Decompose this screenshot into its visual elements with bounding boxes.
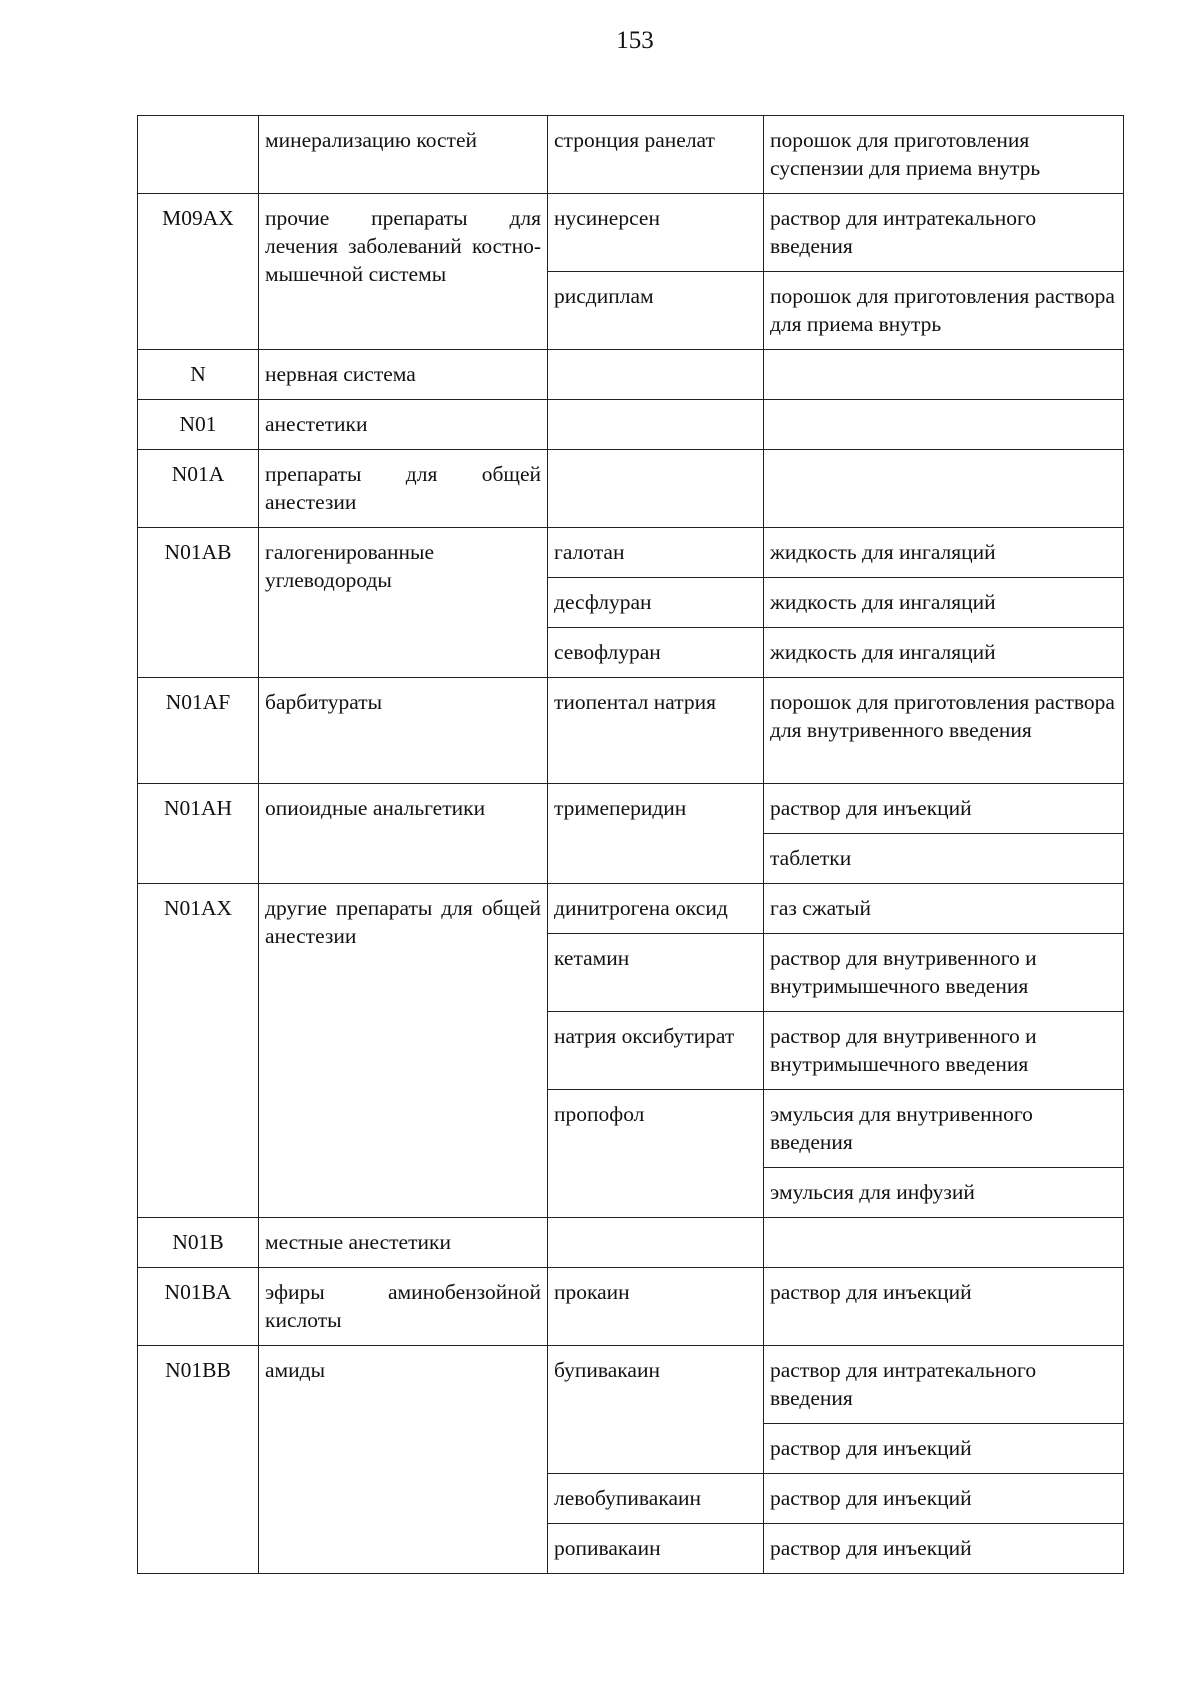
table-row <box>138 1346 1124 1424</box>
table-row <box>138 194 1124 272</box>
group-cell: эфиры аминобензойной кислоты <box>259 1268 548 1346</box>
atc-code-cell: N01B <box>138 1218 259 1268</box>
group-cell: анестетики <box>259 400 548 450</box>
form-cell: раствор для внутривенного и внутримышечного введения <box>764 934 1124 1012</box>
drug-cell: тримеперидин <box>548 784 764 884</box>
table-row <box>138 784 1124 834</box>
form-cell: раствор для инъекций <box>764 1474 1124 1524</box>
atc-code-cell: N01BA <box>138 1268 259 1346</box>
table-row <box>138 678 1124 784</box>
form-cell: раствор для интратекального введения <box>764 1346 1124 1424</box>
table-row <box>138 450 1124 528</box>
atc-code-cell: N <box>138 350 259 400</box>
form-cell <box>764 1218 1124 1268</box>
group-cell: минерализацию костей <box>259 116 548 194</box>
group-cell: опиоидные анальгетики <box>259 784 548 884</box>
drug-cell: пропофол <box>548 1090 764 1218</box>
drug-cell: прокаин <box>548 1268 764 1346</box>
form-cell: порошок для приготовления суспензии для приема внутрь <box>764 116 1124 194</box>
group-cell: барбитураты <box>259 678 548 784</box>
table-row <box>138 350 1124 400</box>
table-row <box>138 528 1124 578</box>
form-cell: таблетки <box>764 834 1124 884</box>
group-cell: прочие препараты для лечения заболеваний костно-мышечной системы <box>259 194 548 350</box>
drug-cell: галотан <box>548 528 764 578</box>
drug-cell: натрия оксибутират <box>548 1012 764 1090</box>
atc-code-cell <box>138 116 259 194</box>
table-row <box>138 400 1124 450</box>
drug-cell: рисдиплам <box>548 272 764 350</box>
drug-cell: десфлуран <box>548 578 764 628</box>
drug-cell: нусинерсен <box>548 194 764 272</box>
form-cell: эмульсия для внутривенного введения <box>764 1090 1124 1168</box>
table-row <box>138 1218 1124 1268</box>
form-cell: раствор для инъекций <box>764 1524 1124 1574</box>
form-cell: газ сжатый <box>764 884 1124 934</box>
table-row <box>138 116 1124 194</box>
page-number: 153 <box>616 27 654 54</box>
group-cell: препараты для общей анестезии <box>259 450 548 528</box>
drug-cell <box>548 1218 764 1268</box>
table-row <box>138 884 1124 934</box>
group-cell: местные анестетики <box>259 1218 548 1268</box>
atc-code-cell: N01AB <box>138 528 259 678</box>
table-row <box>138 1268 1124 1346</box>
drug-cell: кетамин <box>548 934 764 1012</box>
atc-code-cell: N01AX <box>138 884 259 1218</box>
drug-cell: стронция ранелат <box>548 116 764 194</box>
form-cell: раствор для инъекций <box>764 1424 1124 1474</box>
group-cell: нервная система <box>259 350 548 400</box>
form-cell: раствор для инъекций <box>764 1268 1124 1346</box>
group-cell: другие препараты для общей анестезии <box>259 884 548 1218</box>
drug-cell: динитрогена оксид <box>548 884 764 934</box>
drug-cell: левобупивакаин <box>548 1474 764 1524</box>
drug-cell <box>548 450 764 528</box>
atc-code-cell: N01AH <box>138 784 259 884</box>
drug-cell: бупивакаин <box>548 1346 764 1474</box>
form-cell <box>764 350 1124 400</box>
drug-cell <box>548 350 764 400</box>
form-cell: раствор для интратекального введения <box>764 194 1124 272</box>
form-cell: жидкость для ингаляций <box>764 528 1124 578</box>
drug-table <box>137 115 1124 1574</box>
form-cell: жидкость для ингаляций <box>764 578 1124 628</box>
group-cell: галогенированные углеводороды <box>259 528 548 678</box>
form-cell: жидкость для ингаляций <box>764 628 1124 678</box>
form-cell: порошок для приготовления раствора для внутривенного введения <box>764 678 1124 784</box>
atc-code-cell: N01BB <box>138 1346 259 1574</box>
form-cell: раствор для инъекций <box>764 784 1124 834</box>
drug-cell <box>548 400 764 450</box>
form-cell: эмульсия для инфузий <box>764 1168 1124 1218</box>
drug-cell: севофлуран <box>548 628 764 678</box>
atc-code-cell: M09AX <box>138 194 259 350</box>
form-cell <box>764 400 1124 450</box>
atc-code-cell: N01 <box>138 400 259 450</box>
atc-code-cell: N01AF <box>138 678 259 784</box>
drug-cell: тиопентал натрия <box>548 678 764 784</box>
form-cell: раствор для внутривенного и внутримышечного введения <box>764 1012 1124 1090</box>
atc-code-cell: N01A <box>138 450 259 528</box>
group-cell: амиды <box>259 1346 548 1574</box>
form-cell <box>764 450 1124 528</box>
form-cell: порошок для приготовления раствора для приема внутрь <box>764 272 1124 350</box>
drug-cell: ропивакаин <box>548 1524 764 1574</box>
